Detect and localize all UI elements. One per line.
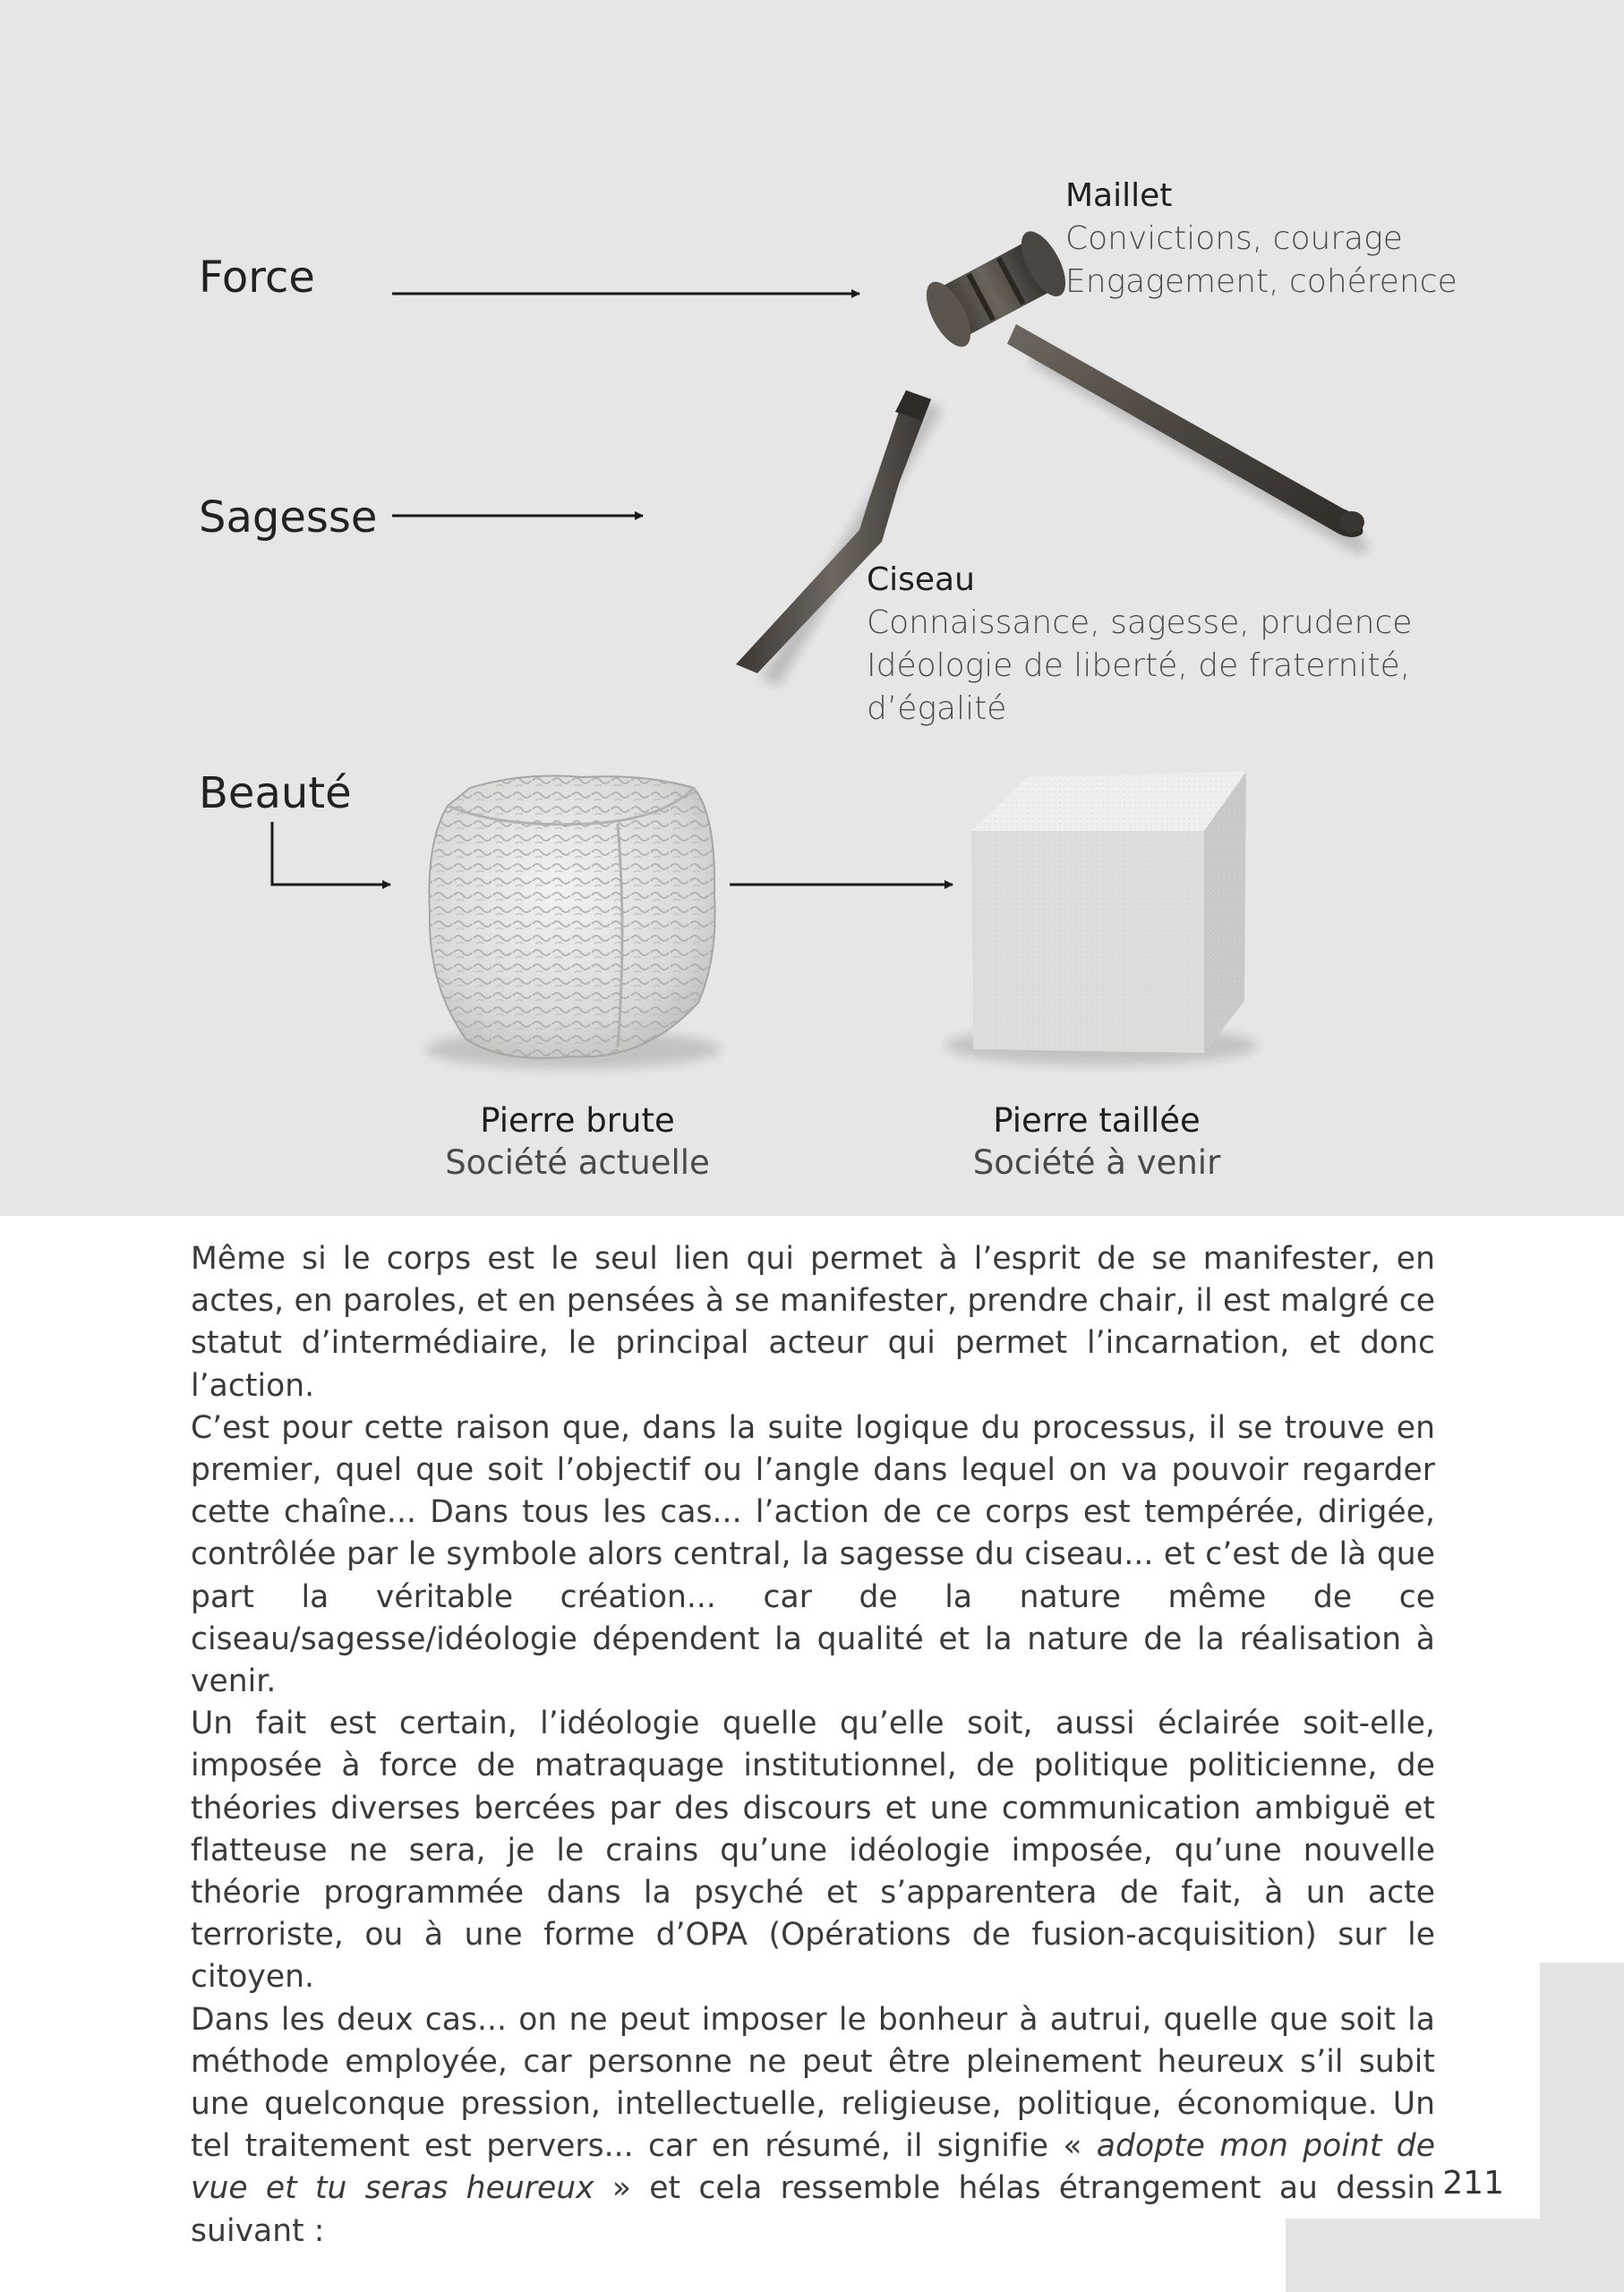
page-number: 211 — [1442, 2165, 1504, 2202]
paragraph-4-italic: adopte mon point de vue et tu seras heureux — [191, 2128, 1435, 2207]
body-text — [191, 1238, 1435, 2253]
cut-stone-caption — [909, 1099, 1285, 1184]
cut-stone-illustration — [944, 772, 1258, 1065]
beaute-arrow — [272, 822, 390, 885]
concept-force: Force — [199, 252, 315, 303]
rough-stone-subtitle: Société actuelle — [445, 1143, 710, 1182]
paragraph-2: C’est pour cette raison que, dans la suite logique du processus, il se trouve en premier, quel que soit l’objectif ou l’angle dans lequel on va pouvoir regarder cette chaîne... Dans tous les cas... l’action de ce corps est tempérée, dirigée, contrôlée par le symbole alors central, la sagesse du ciseau... et c’est de là que part la véritable création... car de la nature même de ce ciseau/sagesse/idéologie dépendent la qualité et la nature de la réalisation à venir. — [191, 1409, 1435, 1700]
paragraph-4 — [191, 1999, 1435, 2253]
chisel-caption — [867, 559, 1412, 731]
paragraph-1: Même si le corps est le seul lien qui permet à l’esprit de se manifester, en actes, en paroles, et en pensées à se manifester, prendre chair, il est malgré ce statut d’intermédiaire, le principal acteur qui permet l’incarnation, et donc l’action. — [191, 1241, 1435, 1404]
mallet-line-1: Convictions, courage — [1065, 220, 1403, 257]
chisel-line-3: d’égalité — [867, 690, 1007, 727]
chisel-line-1: Connaissance, sagesse, prudence — [867, 604, 1413, 641]
rough-stone-caption — [389, 1099, 765, 1184]
concept-sagesse: Sagesse — [199, 492, 378, 543]
chisel-title: Ciseau — [867, 561, 975, 598]
paragraph-4-start: Dans les deux cas... on ne peut imposer le bonheur à autrui, quelle que soit la méthode employée, car personne ne peut être pleinement heureux s’il subit une quelconque pression, intellectuelle, religieuse, politique, économique. Un tel traitement est pervers... car en résumé, il signifie « — [191, 2001, 1435, 2165]
rough-stone-title: Pierre brute — [480, 1101, 675, 1140]
chisel-line-2: Idéologie de liberté, de fraternité, — [867, 647, 1411, 684]
corner-block — [1286, 2219, 1624, 2292]
paragraph-3: Un fait est certain, l’idéologie quelle qu’elle soit, aussi éclairée soit-elle, imposée à force de matraquage institutionnel, de politique politicienne, de théories diverses bercées par des discours et une communication ambiguë et flatteuse ne sera, je le crains qu’une idéologie imposée, qu’une nouvelle théorie programmée dans la psyché et s’apparentera de fait, à un acte terroriste, ou à une forme d’OPA (Opérations de fusion-acquisition) sur le citoyen. — [191, 1706, 1435, 1996]
paragraph-4-end: » et cela ressemble hélas étrangement au dessin suivant : — [191, 2170, 1435, 2249]
side-tab — [1540, 1963, 1624, 2219]
mallet-title: Maillet — [1065, 177, 1173, 214]
mallet-caption — [1065, 175, 1457, 304]
cut-stone-title: Pierre taillée — [993, 1101, 1201, 1140]
concept-beaute: Beauté — [199, 768, 352, 818]
rough-stone-illustration — [425, 776, 721, 1070]
cut-stone-subtitle: Société à venir — [972, 1143, 1221, 1182]
mallet-line-2: Engagement, cohérence — [1065, 263, 1457, 300]
